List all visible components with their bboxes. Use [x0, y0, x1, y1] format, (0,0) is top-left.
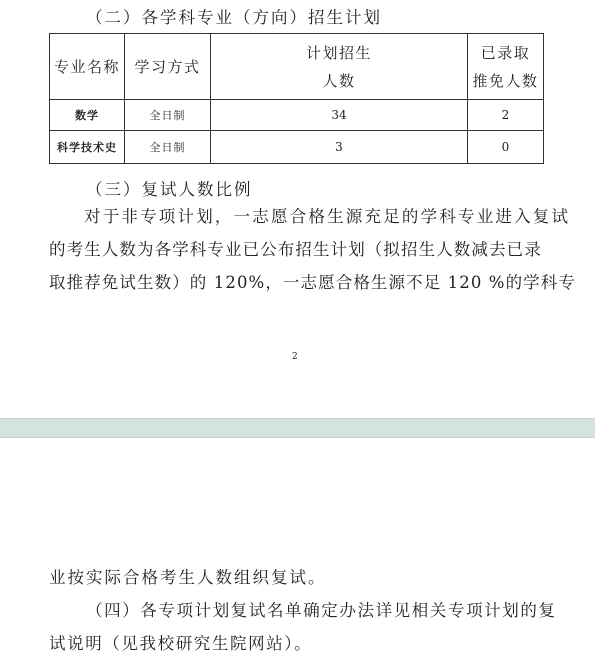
cell-study-mode: 全日制 [125, 131, 211, 164]
header-planned-line2: 人数 [322, 71, 356, 90]
page-separator [0, 418, 595, 438]
table-row [50, 131, 544, 164]
section-heading-enrollment-plan: （二）各学科专业（方向）招生计划 [86, 8, 382, 27]
header-major: 专业名称 [50, 34, 125, 100]
table-header-row [50, 34, 544, 100]
paragraph-line: （四）各专项计划复试名单确定办法详见相关专项计划的复 [86, 601, 557, 620]
paragraph-line: 业按实际合格考生人数组织复试。 [49, 568, 327, 587]
header-planned-line1: 计划招生 [305, 43, 372, 62]
header-planned-enrollment [211, 34, 468, 100]
header-exempt-line1: 已录取 [480, 43, 531, 62]
cell-exempt: 0 [468, 131, 544, 164]
cell-major: 数学 [50, 100, 125, 131]
paragraph-line: 对于非专项计划，一志愿合格生源充足的学科专业进入复试 [84, 207, 571, 226]
header-study-mode: 学习方式 [125, 34, 211, 100]
section-heading-retest-ratio: （三）复试人数比例 [86, 180, 253, 199]
paragraph-line: 的考生人数为各学科专业已公布招生计划（拟招生人数减去已录 [49, 240, 542, 259]
paragraph-line: 试说明（见我校研究生院网站）。 [49, 634, 313, 653]
header-exempt-admitted [468, 34, 544, 100]
header-exempt-line2: 推免人数 [472, 71, 539, 90]
cell-major: 科学技术史 [50, 131, 125, 164]
cell-study-mode: 全日制 [125, 100, 211, 131]
page-number: 2 [292, 352, 298, 362]
cell-exempt: 2 [468, 100, 544, 131]
enrollment-plan-table [49, 33, 544, 164]
cell-planned: 3 [211, 131, 468, 164]
paragraph-line: 取推荐免试生数）的 120%，一志愿合格生源不足 120 %的学科专 [49, 273, 576, 292]
cell-planned: 34 [211, 100, 468, 131]
document-page-2 [0, 438, 595, 652]
table-row [50, 100, 544, 131]
